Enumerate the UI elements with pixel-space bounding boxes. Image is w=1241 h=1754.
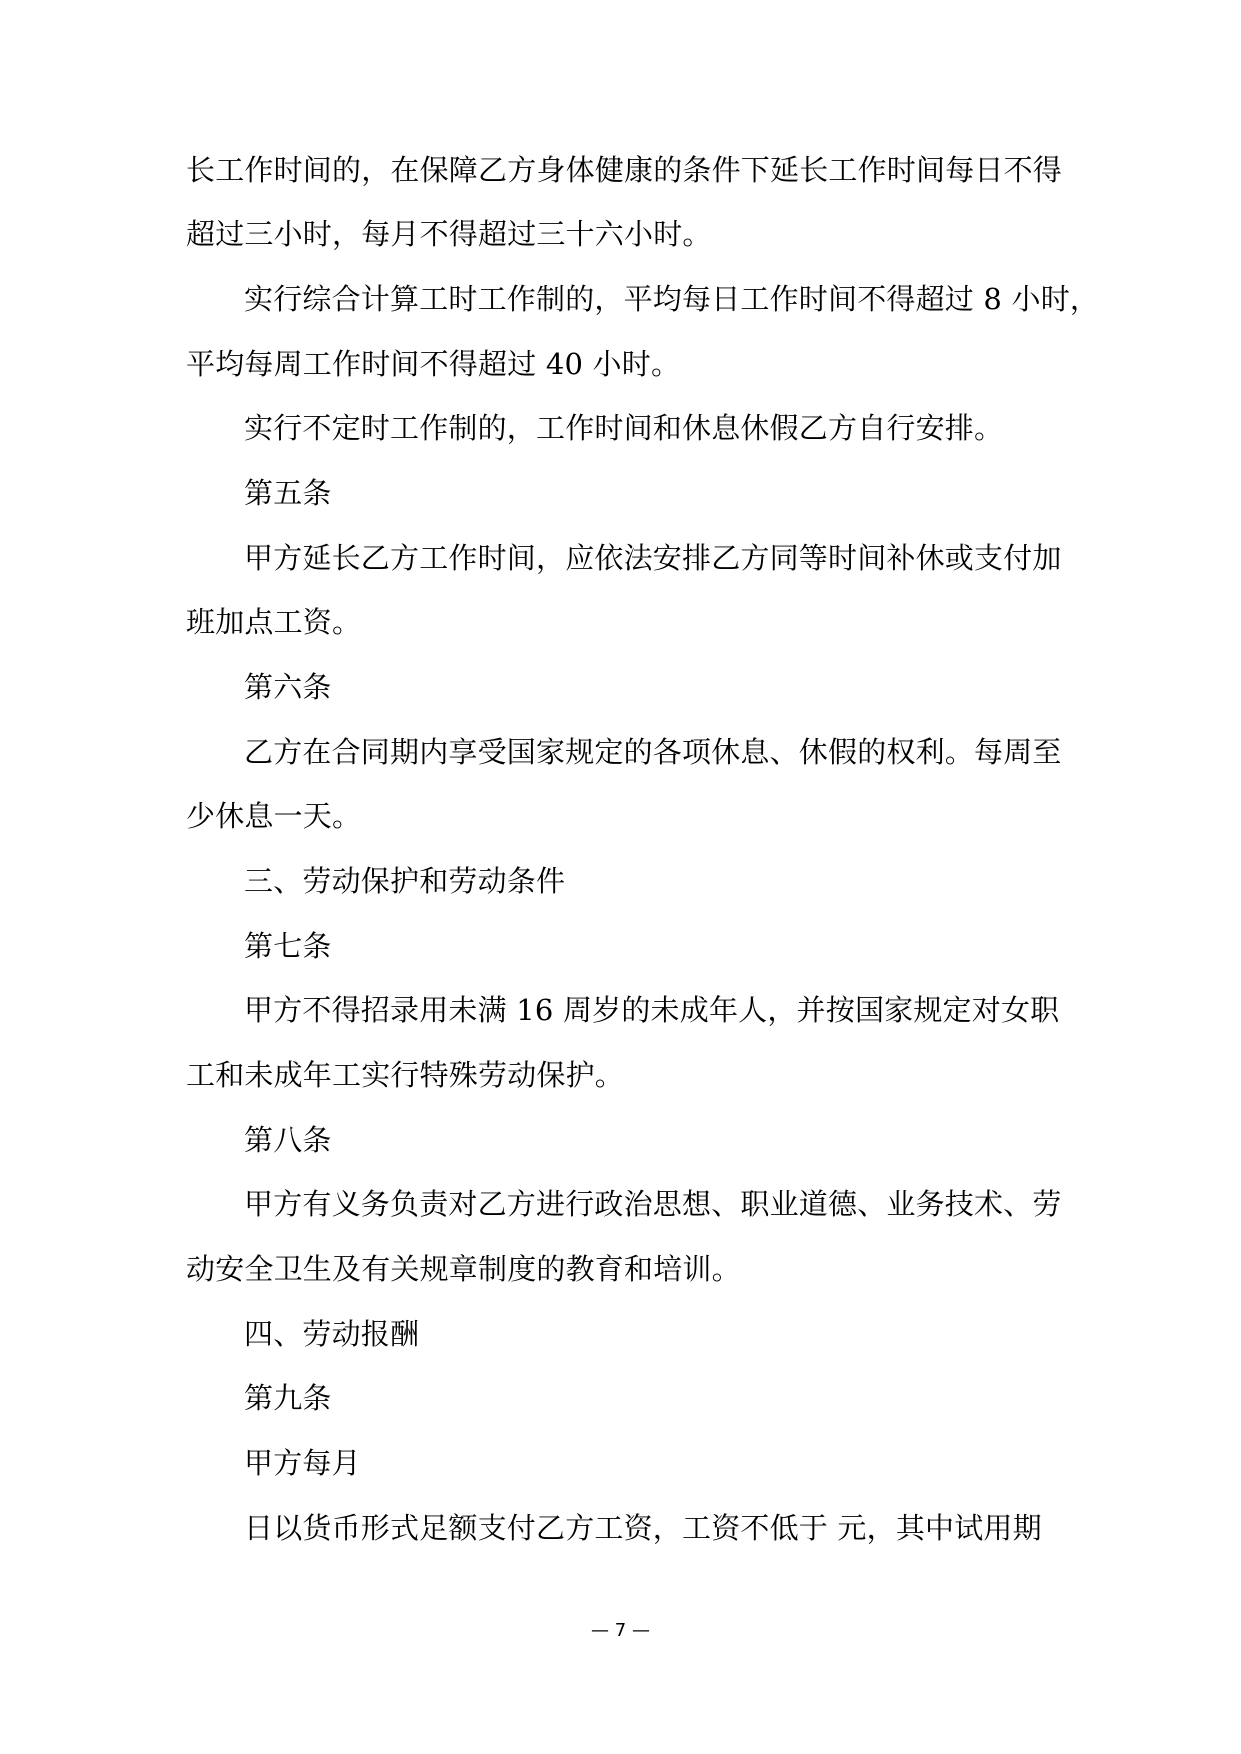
article-heading: 第八条 xyxy=(244,1123,332,1157)
text-line: 日以货币形式足额支付乙方工资，工资不低于 元，其中试用期 xyxy=(244,1511,1042,1545)
text-line: 甲方不得招录用未满 16 周岁的未成年人，并按国家规定对女职 xyxy=(244,993,1060,1027)
section-heading: 三、劳动保护和劳动条件 xyxy=(244,864,566,898)
text-line: 动安全卫生及有关规章制度的教育和培训。 xyxy=(186,1252,741,1286)
article-heading: 第九条 xyxy=(244,1381,332,1415)
article-heading: 第五条 xyxy=(244,476,332,510)
section-heading: 四、劳动报酬 xyxy=(244,1317,420,1351)
text-line: 工和未成年工实行特殊劳动保护。 xyxy=(186,1058,625,1092)
article-heading: 第六条 xyxy=(244,670,332,704)
article-heading: 第七条 xyxy=(244,929,332,963)
text-line: 超过三小时，每月不得超过三十六小时。 xyxy=(186,217,712,251)
text-line: 乙方在合同期内享受国家规定的各项休息、休假的权利。每周至 xyxy=(244,735,1062,769)
page-number: — 7 — xyxy=(591,1620,650,1641)
text-line: 长工作时间的，在保障乙方身体健康的条件下延长工作时间每日不得 xyxy=(186,153,1063,187)
text-line: 少休息一天。 xyxy=(186,799,362,833)
text-line: 甲方延长乙方工作时间，应依法安排乙方同等时间补休或支付加 xyxy=(244,541,1062,575)
text-line: 实行综合计算工时工作制的，平均每日工作时间不得超过 8 小时， xyxy=(244,282,1100,316)
text-line: 实行不定时工作制的，工作时间和休息休假乙方自行安排。 xyxy=(244,411,1004,445)
text-line: 班加点工资。 xyxy=(186,605,362,639)
text-line: 平均每周工作时间不得超过 40 小时。 xyxy=(186,347,681,381)
text-line: 甲方每月 xyxy=(244,1446,361,1480)
text-line: 甲方有义务负责对乙方进行政治思想、职业道德、业务技术、劳 xyxy=(244,1187,1062,1221)
